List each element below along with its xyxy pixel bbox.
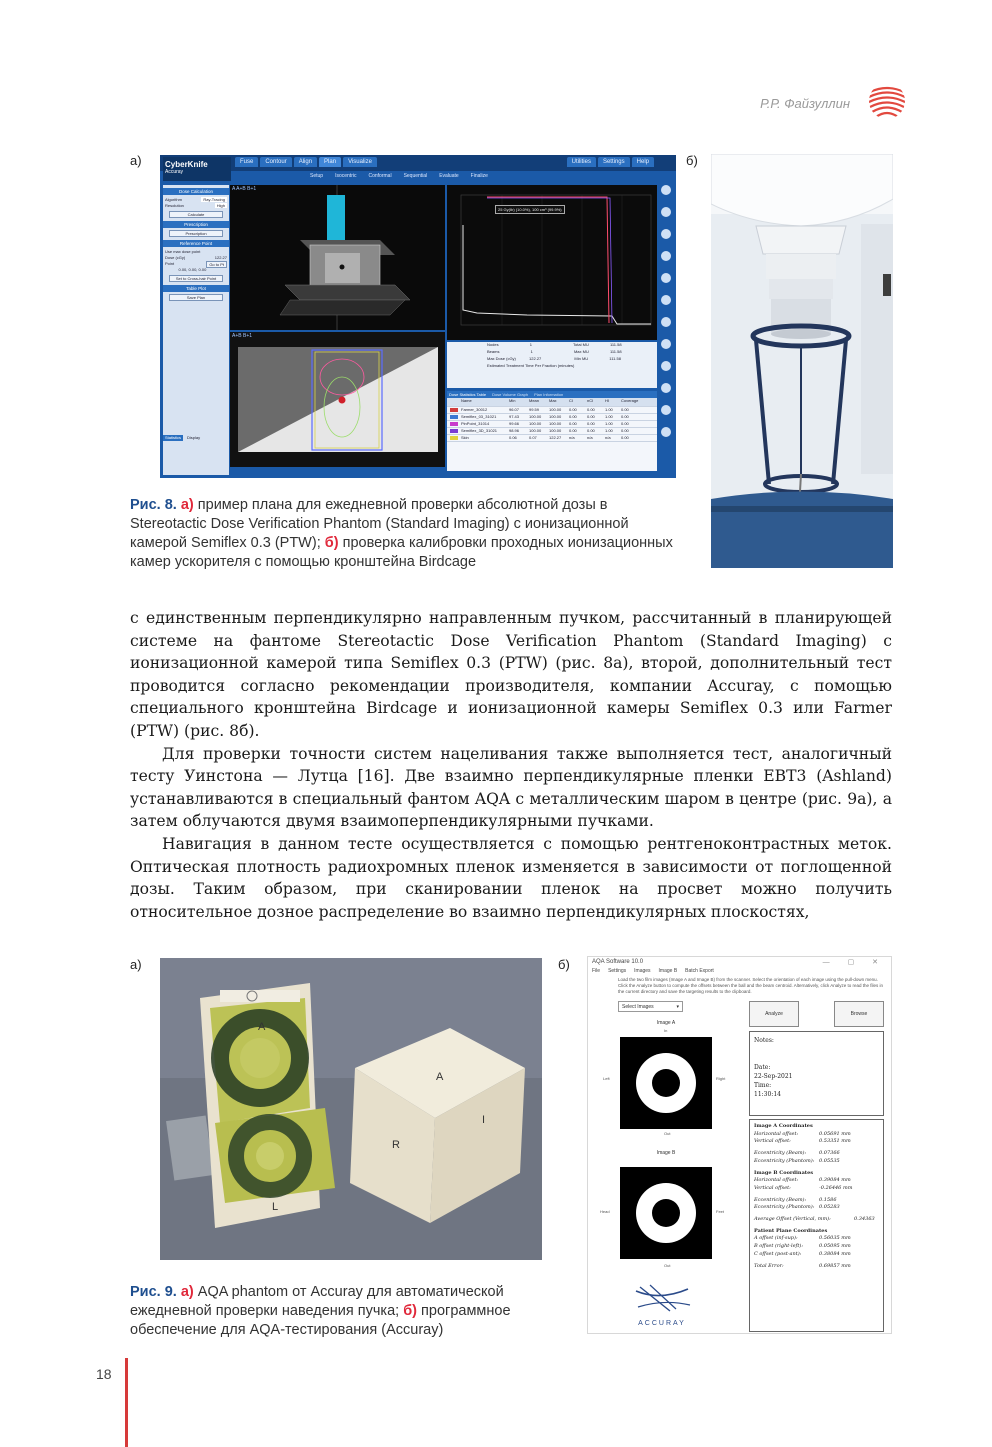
table-cell: 1.00 <box>605 421 613 426</box>
resolution-value: High <box>216 203 225 208</box>
table-cell: 0.00 <box>621 407 629 412</box>
result-key: Eccentricity (Beam): <box>754 1196 807 1203</box>
figure9-label-b: б) <box>558 957 570 972</box>
result-value: 0.05535 <box>819 1157 840 1164</box>
tool-icon[interactable] <box>661 295 671 305</box>
table-cell: 1.00 <box>605 414 613 419</box>
algorithm-label: Algorithm <box>165 197 182 202</box>
table-cell: 0.00 <box>587 428 595 433</box>
caption-number: Рис. 8. <box>130 497 177 513</box>
caption-letter-b: б) <box>403 1303 418 1319</box>
caption-letter-a: а) <box>180 497 194 513</box>
table-cell: 100.00 <box>529 414 542 419</box>
result-key: C offset (post-ant): <box>754 1250 802 1257</box>
result-value: 0.05283 <box>819 1204 840 1211</box>
table-row[interactable] <box>447 414 657 421</box>
result-key: Horizontal offset: <box>754 1130 799 1137</box>
section-dose-calculation: Dose Calculation <box>163 188 229 195</box>
tool-icon[interactable] <box>661 273 671 283</box>
result-key: B offset (right-left): <box>754 1243 804 1250</box>
result-row <box>754 1158 879 1166</box>
caption-text-b: программное обеспечение для AQA-тестирования (Accuray) <box>130 1303 511 1338</box>
result-value: 0.53351 mm <box>819 1138 851 1145</box>
dose-volume-histogram <box>447 185 657 340</box>
algorithm-value: Ray-Tracing <box>203 197 225 202</box>
stat-row <box>447 349 657 356</box>
app-right-tabs <box>567 157 654 167</box>
result-key: Vertical offset: <box>754 1138 791 1145</box>
paragraph-1: с единственным перпендикулярно направленным пучком, рассчитанный в планирующей системе на фантоме Stereotactic Dose Verification Phantom (Standard Imaging) с ионизационной камерой типа Semiflex 0.3 (PTW) (рис. 8а), второй, дополнительный тест проводится согласно рекомендации производителя, компании Accuray, с помощью специального кронштейна Birdcage и ионизационной камеры Semiflex 0.3 или Farmer (PTW) (рис. 8б). <box>130 609 892 740</box>
table-body <box>447 407 657 442</box>
chevron-down-icon: ▾ <box>676 1004 679 1010</box>
stat-value: 111.58 <box>609 349 622 354</box>
table-row[interactable] <box>447 428 657 435</box>
result-row <box>754 1150 879 1158</box>
tab-statistics[interactable]: Statistics <box>165 435 182 440</box>
app-subtabs <box>310 173 488 179</box>
tool-icon[interactable] <box>661 383 671 393</box>
figure9-label-a: а) <box>130 957 142 972</box>
table-tabs <box>447 391 657 398</box>
menu-images[interactable]: Images <box>634 968 651 974</box>
result-value: 0.05691 mm <box>819 1130 851 1137</box>
instructions-text: Load the two film images (Image A and Image B) from the scanner. Select the orientation of each image using the pull-down menu. Click the Analyze button to compute the offsets between the ball and the beam centroid. Alternatively, click Analyze to read the files in the current directory and save the targeting results to the clipboard. <box>618 977 883 994</box>
notes-panel[interactable] <box>749 1031 884 1116</box>
table-cell: 0.00 <box>569 407 577 412</box>
section-table-plot: Table Plot <box>163 285 229 292</box>
table-cell: 100.00 <box>549 421 562 426</box>
table-cell: 0.00 <box>621 414 629 419</box>
result-row <box>754 1177 879 1185</box>
tab-help[interactable]: Help <box>632 157 654 167</box>
table-cell: 0.06 <box>509 435 517 440</box>
table-cell: 97.43 <box>509 414 520 419</box>
col-nci: nCI <box>587 398 594 403</box>
section-prescription: Prescription <box>163 221 229 228</box>
browse-button[interactable]: Browse <box>834 1001 884 1027</box>
menu-file[interactable]: File <box>592 968 601 974</box>
dose-statistics-table <box>447 391 657 471</box>
table-cell: 100.00 <box>529 428 542 433</box>
result-row <box>754 1263 879 1271</box>
subtab-finalize[interactable]: Finalize <box>470 173 488 179</box>
tool-icon[interactable] <box>661 361 671 371</box>
page-number: 18 <box>96 1366 112 1382</box>
result-key: Eccentricity (Phantom): <box>754 1204 815 1211</box>
figure9a-aqa-phantom-photo <box>160 958 542 1260</box>
calculate-button[interactable]: Calculate <box>169 211 223 218</box>
result-row <box>754 1235 879 1243</box>
brand-name: CyberKnife <box>165 160 208 169</box>
phantom-letter-a-top: A <box>258 1021 266 1033</box>
caption-number: Рис. 9. <box>130 1284 177 1300</box>
left-bottom-tabs <box>163 435 202 441</box>
cube-letter-a: A <box>436 1071 444 1083</box>
result-row <box>754 1204 879 1212</box>
page-rule <box>125 1358 128 1447</box>
image-b-tick-right: Feet <box>716 1209 725 1214</box>
stat-value: 122.27 <box>529 356 542 361</box>
go-to-point-button[interactable]: Go to Pt <box>206 261 227 268</box>
accuray-logo-text: ACCURAY <box>638 1320 686 1327</box>
dose-calculation-panel <box>163 185 229 475</box>
structure-name: Semiflex_3D_31021 <box>461 428 498 433</box>
tool-icon[interactable] <box>661 207 671 217</box>
table-cell: 0.00 <box>621 428 629 433</box>
stat-value: 1 <box>529 342 532 347</box>
result-value: 0.07366 <box>819 1150 840 1157</box>
time-value: 11:30:14 <box>754 1091 781 1098</box>
figure8-label-b: б) <box>686 153 698 168</box>
stat-key: Min MU <box>574 356 589 361</box>
table-header <box>447 398 657 407</box>
table-cell: n/a <box>569 435 575 440</box>
tab-display[interactable]: Display <box>187 435 201 440</box>
dose-label: Dose (cGy) <box>165 255 186 260</box>
structure-name: Skin <box>461 435 469 440</box>
tab-align[interactable]: Align <box>294 157 317 167</box>
result-key: Total Error: <box>754 1262 784 1269</box>
paragraph-2: Для проверки точности систем нацеливания также выполняется тест, аналогичный тесту Уинстона — Лутца [16]. Две взаимно перпендикулярные пленки EBT3 (Ashland) устанавливаются в специальный фантом AQA с металлическим шаром в центре (рис. 9а), а затем облучаются двумя взаимоперпендикулярными пучками. <box>130 744 892 831</box>
subtab-sequential[interactable]: Sequential <box>403 173 428 179</box>
col-min: Min <box>509 398 516 403</box>
2d-slice-view[interactable] <box>230 332 445 467</box>
col-hi: HI <box>605 398 609 403</box>
image-a-film <box>620 1037 712 1129</box>
tab-plan-information[interactable]: Plan Information <box>534 392 564 397</box>
image-a-tick-left: Left <box>603 1076 610 1081</box>
subtab-setup[interactable]: Setup <box>310 173 324 179</box>
table-cell: 0.00 <box>569 414 577 419</box>
structure-color-swatch <box>450 415 458 419</box>
stat-value: 111.58 <box>609 356 621 361</box>
tool-icon[interactable] <box>661 317 671 327</box>
image-a-label: Image A <box>656 1020 676 1026</box>
structure-name: Farmer_30012 <box>461 407 488 412</box>
date-value: 22-Sep-2021 <box>754 1073 793 1080</box>
result-key: Vertical offset: <box>754 1184 791 1191</box>
caption-letter-a: а) <box>180 1284 194 1300</box>
tool-icon[interactable] <box>661 229 671 239</box>
table-cell: 122.27 <box>549 435 562 440</box>
menu-image-b[interactable]: Image B <box>658 968 678 974</box>
table-cell: 1.00 <box>605 428 613 433</box>
right-toolbar <box>660 185 673 475</box>
result-key: Horizontal offset: <box>754 1177 799 1184</box>
stat-row <box>447 342 657 349</box>
result-row <box>754 1138 879 1146</box>
result-row <box>754 1251 879 1259</box>
subtab-evaluate[interactable]: Evaluate <box>439 173 459 179</box>
point-value: 0.00, 0.00, 0.00 <box>178 267 207 272</box>
result-value: 0.34363 <box>854 1216 875 1223</box>
col-mean: Mean <box>529 398 540 403</box>
image-b-tick-bottom: Out <box>664 1263 671 1268</box>
date-label: Date: <box>754 1064 771 1071</box>
table-cell: 100.00 <box>549 414 562 419</box>
result-row <box>754 1185 879 1193</box>
stat-key: Max Dose (cGy) <box>487 356 516 361</box>
caption-text-a: пример плана для ежедневной проверки абсолютной дозы в Stereotactic Dose Verification Phantom (Standard Imaging) с ионизационной камерой Semiflex 0.3 (PTW); <box>130 497 629 551</box>
col-ci: CI <box>569 398 573 403</box>
structure-color-swatch <box>450 408 458 412</box>
result-key: Average Offset (Vertical, mm): <box>754 1216 831 1223</box>
set-crosshair-button[interactable]: Set to Cross-hair Point <box>169 275 223 282</box>
ball-shadow <box>652 1069 680 1097</box>
notes-label: Notes: <box>754 1037 774 1044</box>
stat-value: 111.58 <box>609 342 622 347</box>
image-a-tick-top: In <box>664 1028 668 1033</box>
tool-icon[interactable] <box>661 185 671 195</box>
table-row[interactable] <box>447 407 657 414</box>
window-title: AQA Software 10.0 <box>592 959 644 965</box>
result-value: 0.05095 mm <box>819 1243 851 1250</box>
brand-sub: Accuray <box>165 169 184 175</box>
result-key: A offset (inf-sup): <box>754 1235 798 1242</box>
menu-settings[interactable]: Settings <box>608 968 627 974</box>
subtab-isocentric[interactable]: Isocentric <box>335 173 357 179</box>
dropdown-value: Select Images <box>622 1004 654 1010</box>
caption-text-b: проверка калибровки проходных ионизационных камер ускорителя с помощью кронштейна Birdcage <box>130 535 673 570</box>
tool-icon[interactable] <box>661 251 671 261</box>
app-main-tabs <box>235 157 377 167</box>
phantom-letter-l: L <box>272 1201 279 1213</box>
col-max: Max <box>549 398 557 403</box>
caption-letter-b: б) <box>324 535 339 551</box>
result-value: 0.69857 mm <box>819 1262 851 1269</box>
image-b-coordinates-heading: Image B Coordinates <box>754 1169 814 1176</box>
fingerprint-logo-icon <box>868 82 906 120</box>
image-b-tick-left: Head <box>600 1209 610 1214</box>
stat-value: 1 <box>530 349 533 354</box>
col-coverage: Coverage <box>621 398 639 403</box>
image-select-dropdown[interactable] <box>618 1001 683 1012</box>
plan-statistics <box>447 342 657 388</box>
image-a-tick-right: Right <box>716 1076 726 1081</box>
stat-key: Nodes <box>487 342 499 347</box>
result-row <box>754 1243 879 1251</box>
ball-shadow <box>652 1199 680 1227</box>
result-value: -0.26446 mm <box>819 1184 853 1191</box>
view-top-title: A A+B B+1 <box>232 186 257 192</box>
image-b-film <box>620 1167 712 1259</box>
tab-contour[interactable]: Contour <box>260 157 291 167</box>
tool-icon[interactable] <box>661 427 671 437</box>
table-cell: 1.00 <box>605 407 613 412</box>
menu-batch-export[interactable]: Batch Export <box>685 968 714 974</box>
time-label: Time: <box>754 1082 772 1089</box>
table-cell: 100.00 <box>549 407 562 412</box>
table-row[interactable] <box>447 421 657 428</box>
3d-view[interactable] <box>230 185 445 330</box>
structure-color-swatch <box>450 422 458 426</box>
result-value: 0.38084 mm <box>819 1250 851 1257</box>
stat-key: Beams <box>487 349 500 354</box>
tab-visualize[interactable]: Visualize <box>343 157 377 167</box>
phantom-3d-render <box>230 185 445 330</box>
dvh-annotation: 25 Gy(Ib) (10.0%), 100 cm³ (99.9%) <box>495 205 565 214</box>
tab-dose-statistics[interactable]: Dose Statistics Table <box>449 392 487 397</box>
tab-fuse[interactable]: Fuse <box>235 157 258 167</box>
table-cell: 0.00 <box>621 421 629 426</box>
accuray-logo-icon <box>630 1281 694 1329</box>
table-cell: n/a <box>605 435 611 440</box>
table-cell: 96.07 <box>509 407 520 412</box>
running-header-author: Р.Р. Файзуллин <box>760 96 850 111</box>
figure8-label-a: а) <box>130 153 142 168</box>
table-cell: 100.00 <box>549 428 562 433</box>
app-brand <box>163 157 231 181</box>
results-panel <box>749 1119 884 1332</box>
cube-letter-r: R <box>392 1139 400 1151</box>
result-row <box>754 1216 879 1224</box>
table-cell: 0.07 <box>529 435 537 440</box>
table-cell: 0.00 <box>569 428 577 433</box>
aqa-phantom-illustration <box>160 958 542 1260</box>
use-max-dose-checkbox[interactable]: Use max dose point <box>165 249 201 254</box>
image-a-coordinates-heading: Image A Coordinates <box>754 1123 813 1129</box>
table-cell: 98.96 <box>509 428 520 433</box>
result-key: Eccentricity (Phantom): <box>754 1157 815 1164</box>
prescription-button[interactable]: Prescription <box>169 230 223 237</box>
stat-key: Max MU <box>573 349 589 354</box>
table-cell: n/a <box>587 435 593 440</box>
view-bottom-title: A+B B+1 <box>232 333 253 339</box>
figure9-caption <box>130 1283 570 1340</box>
tab-utilities[interactable]: Utilities <box>567 157 596 167</box>
figure8-caption <box>130 496 675 572</box>
table-cell: 0.00 <box>587 421 595 426</box>
caption-text-a: AQA phantom от Accuray для автоматической ежедневной проверки наведения пучка; <box>130 1284 504 1319</box>
table-cell: 99.66 <box>509 421 520 426</box>
section-reference-point: Reference Point <box>163 240 229 247</box>
figure9b-aqa-software <box>587 956 892 1334</box>
tab-dose-volume[interactable]: Dose Volume Graph <box>492 392 529 397</box>
result-row <box>754 1131 879 1139</box>
stat-row <box>447 356 657 363</box>
menu-bar <box>592 968 714 974</box>
resolution-label: Resolution <box>165 203 184 208</box>
estimated-time: Estimated Treatment Time Per Fraction (minutes) <box>487 363 575 368</box>
structure-color-swatch <box>450 429 458 433</box>
save-plan-button[interactable]: Save Plan <box>169 294 223 301</box>
result-key: Eccentricity (Beam): <box>754 1150 807 1157</box>
result-value: 0.56035 mm <box>819 1235 851 1242</box>
tool-icon[interactable] <box>661 405 671 415</box>
result-value: 0.1586 <box>819 1196 837 1203</box>
structure-color-swatch <box>450 436 458 440</box>
patient-plane-heading: Patient Plane Coordinates <box>754 1227 828 1234</box>
table-cell: 100.00 <box>529 421 542 426</box>
table-cell: 0.00 <box>587 407 595 412</box>
table-cell: 0.00 <box>569 421 577 426</box>
image-a-tick-bottom: Out <box>664 1131 671 1136</box>
table-cell: 0.00 <box>621 435 629 440</box>
table-row[interactable] <box>447 435 657 442</box>
tab-plan[interactable]: Plan <box>319 157 341 167</box>
table-cell: 0.00 <box>587 414 595 419</box>
body-text <box>130 607 892 923</box>
subtab-conformal[interactable]: Conformal <box>368 173 392 179</box>
col-name: Name <box>461 398 472 403</box>
resolution-row[interactable] <box>163 203 229 209</box>
analyze-button[interactable]: Analyze <box>749 1001 799 1027</box>
cube-letter-i: I <box>482 1114 486 1126</box>
figure8a-planning-screenshot <box>160 155 676 478</box>
paragraph-3: Навигация в данном тесте осуществляется с помощью рентгеноконтрастных меток. Оптическая плотность радиохромных пленок изменяется в зависимости от поглощенной дозы. Таким образом, при сканировании пленок на просвет можно получить относительное дозное распределение во взаимно перпендикулярных плоскостях, <box>130 834 892 921</box>
dose-value: 122.27 <box>214 255 227 260</box>
birdcage-photo-illustration <box>711 154 893 568</box>
tool-icon[interactable] <box>661 339 671 349</box>
point-label: Point <box>165 261 175 266</box>
result-value: 0.39084 mm <box>819 1177 851 1184</box>
dose-slice-render <box>230 332 445 467</box>
figure8b-birdcage-photo <box>711 154 893 568</box>
stat-key: Total MU <box>573 342 589 347</box>
tab-settings[interactable]: Settings <box>598 157 630 167</box>
table-cell: 99.59 <box>529 407 540 412</box>
image-b-label: Image B <box>656 1150 676 1156</box>
structure-name: Semiflex_03_31021 <box>461 414 497 419</box>
structure-name: PinPoint_31014 <box>461 421 490 426</box>
window-controls[interactable]: — ▢ ✕ <box>822 959 886 966</box>
